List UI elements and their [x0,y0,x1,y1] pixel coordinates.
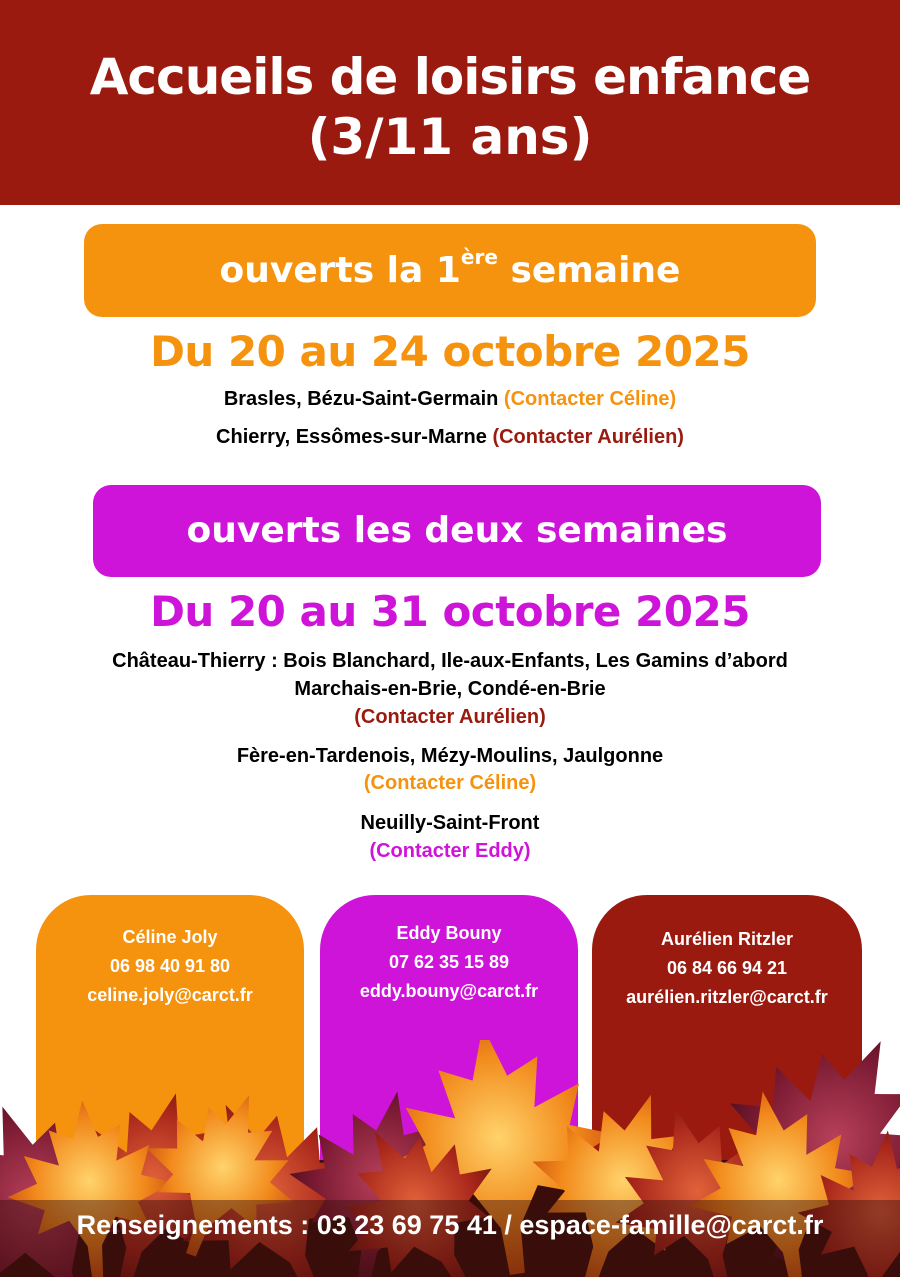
week1-line-2-contact: (Contacter Aurélien) [492,426,684,448]
week2-group3-contact: (Contacter Eddy) [369,840,531,862]
week1-line-2 [0,425,900,449]
week2-group1-line2: Marchais-en-Brie, Condé-en-Brie [294,678,606,700]
page-title: Accueils de loisirs enfance [89,48,811,106]
contact-phone[interactable]: 06 98 40 91 80 [109,956,231,976]
week2-group1-line1: Château-Thierry : Bois Blanchard, Ile-aux-Enfants, Les Gamins d’abord [112,650,788,672]
footer-info: Renseignements : 03 23 69 75 41 / espace-famille@carct.fr [76,1210,824,1240]
week1-line-1-contact: (Contacter Céline) [503,388,677,410]
week2-group2-contact: (Contacter Céline) [363,772,537,794]
banner-first-week-superscript: ère [460,245,498,269]
week2-group2-line1: Fère-en-Tardenois, Mézy-Moulins, Jaulgonne [236,745,664,767]
contact-email[interactable]: celine.joly@carct.fr [87,985,253,1005]
week1-line-1 [0,387,900,411]
dates-first-week: Du 20 au 24 octobre 2025 [150,327,750,376]
week1-line-1-places: Brasles, Bézu-Saint-Germain [223,388,504,410]
contact-email[interactable]: aurélien.ritzler@carct.fr [626,987,828,1007]
banner-first-week-label: ouverts la 1 [219,250,461,291]
banner-first-week [84,224,816,317]
header-band [0,0,900,205]
autumn-leaves-image [0,1040,900,1277]
contact-email[interactable]: eddy.bouny@carct.fr [359,981,539,1001]
page-subtitle-age: (3/11 ans) [307,108,593,166]
week1-line-2-places: Chierry, Essômes-sur-Marne [216,426,493,448]
banner-first-week-end: semaine [497,250,681,291]
contact-name: Céline Joly [122,927,218,947]
banner-two-weeks: ouverts les deux semaines [93,485,821,577]
dates-two-weeks: Du 20 au 31 octobre 2025 [150,587,750,636]
contact-phone[interactable]: 07 62 35 15 89 [388,952,510,972]
contact-name: Aurélien Ritzler [660,929,794,949]
week2-group1-contact: (Contacter Aurélien) [354,706,546,728]
week2-group3-line1: Neuilly-Saint-Front [360,812,540,834]
contact-phone[interactable]: 06 84 66 94 21 [666,958,788,978]
contact-name: Eddy Bouny [396,923,502,943]
